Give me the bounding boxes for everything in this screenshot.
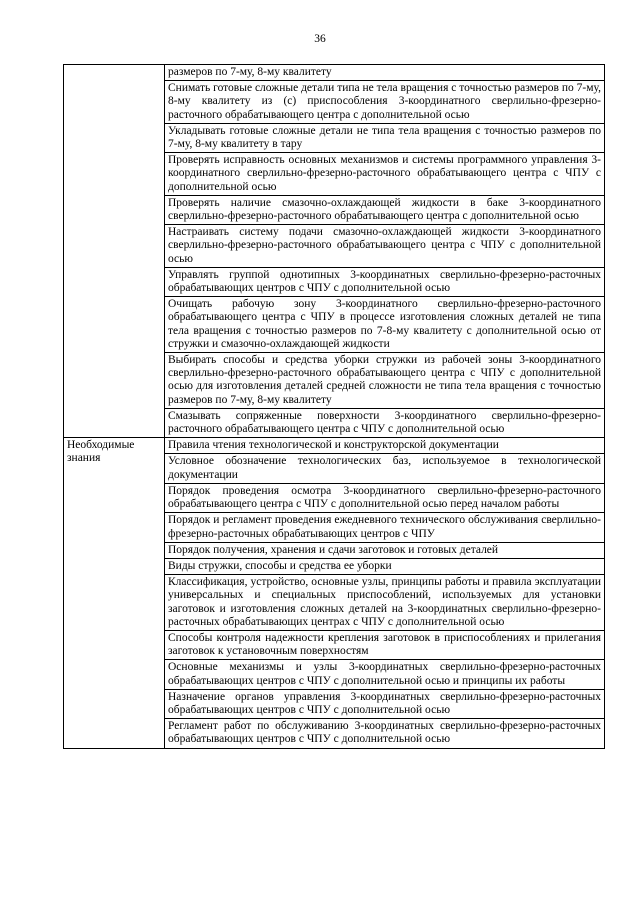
table-cell: Выбирать способы и средства уборки стружки из рабочей зоны 3-координатного сверлильно-фрезерно-расточного обрабатывающего центра с ЧПУ с дополнительной осью для изготовления деталей средней сложности не типа тела вращения с точностью размеров по 7-му, 8-му квалитету — [165, 353, 605, 409]
table-cell: Проверять исправность основных механизмов и системы программного управления 3-координатного сверлильно-фрезерно-расточного обрабатывающего центра с ЧПУ с дополнительной осью — [165, 153, 605, 196]
table-cell: Классификация, устройство, основные узлы, принципы работы и правила эксплуатации универсальных и специальных приспособлений, используемых для установки заготовок и изготовления сложных деталей на 3-координатных сверлильно-фрезерно-расточных обрабатывающих центрах с ЧПУ с дополнительной осью — [165, 575, 605, 631]
page-number: 36 — [314, 33, 326, 45]
table-cell: Правила чтения технологической и конструкторской документации — [165, 438, 605, 454]
table-cell: Способы контроля надежности крепления заготовок в приспособлениях и прилегания заготовок к установочным поверхностям — [165, 630, 605, 659]
section-label — [64, 65, 165, 438]
table-cell: размеров по 7-му, 8-му квалитету — [165, 65, 605, 81]
table-cell: Порядок и регламент проведения ежедневного технического обслуживания сверлильно-фрезерно-расточных обрабатывающих центров с ЧПУ — [165, 513, 605, 542]
table-row — [64, 438, 605, 454]
table-cell: Снимать готовые сложные детали типа не тела вращения с точностью размеров по 7-му, 8-му квалитету из (с) приспособления 3-координатного сверлильно-фрезерно-расточного обрабатывающего центра с дополнительной осью — [165, 81, 605, 124]
table-cell: Управлять группой однотипных 3-координатных сверлильно-фрезерно-расточных обрабатывающих центров с ЧПУ с дополнительной осью — [165, 267, 605, 296]
table-cell: Регламент работ по обслуживанию 3-координатных сверлильно-фрезерно-расточных обрабатывающих центров с ЧПУ с дополнительной осью — [165, 719, 605, 748]
table-cell: Порядок проведения осмотра 3-координатного сверлильно-фрезерно-расточного обрабатывающего центра с ЧПУ с дополнительной осью перед началом работы — [165, 483, 605, 512]
section-label: Необходимые знания — [64, 438, 165, 748]
table-cell: Смазывать сопряженные поверхности 3-координатного сверлильно-фрезерно-расточного обрабатывающего центра с ЧПУ с дополнительной осью — [165, 408, 605, 437]
competency-table — [63, 64, 605, 749]
table-cell: Укладывать готовые сложные детали не типа тела вращения с точностью размеров по 7-му, 8-му квалитету в тару — [165, 123, 605, 152]
table-cell: Условное обозначение технологических баз, используемое в технологической документации — [165, 454, 605, 483]
table-cell: Виды стружки, способы и средства ее уборки — [165, 558, 605, 574]
table-cell: Очищать рабочую зону 3-координатного сверлильно-фрезерно-расточного обрабатывающего центра с ЧПУ в процессе изготовления сложных деталей не типа тела вращения с точностью размеров по 7-8-му квалитету с дополнительной осью от стружки и смазочно-охлаждающей жидкости — [165, 297, 605, 353]
table-cell: Порядок получения, хранения и сдачи заготовок и готовых деталей — [165, 542, 605, 558]
table-cell: Настраивать систему подачи смазочно-охлаждающей жидкости 3-координатного сверлильно-фрезерно-расточного обрабатывающего центра с ЧПУ с дополнительной осью — [165, 225, 605, 268]
table-cell: Назначение органов управления 3-координатных сверлильно-фрезерно-расточных обрабатывающих центров с ЧПУ с дополнительной осью — [165, 689, 605, 718]
table-row — [64, 65, 605, 81]
table-cell: Проверять наличие смазочно-охлаждающей жидкости в баке 3-координатного сверлильно-фрезерно-расточного обрабатывающего центра с дополнительной осью — [165, 195, 605, 224]
table-cell: Основные механизмы и узлы 3-координатных сверлильно-фрезерно-расточных обрабатывающих центров с ЧПУ с дополнительной осью и принципы их работы — [165, 660, 605, 689]
